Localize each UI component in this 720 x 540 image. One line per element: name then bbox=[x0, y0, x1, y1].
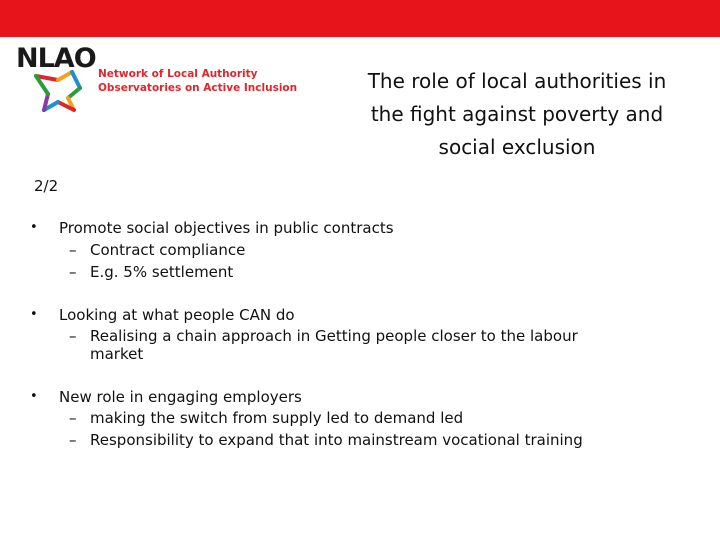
logo-subtitle-line-2: Observatories on Active Inclusion bbox=[98, 82, 298, 94]
title-line-3: social exclusion bbox=[438, 135, 596, 159]
nlao-logo bbox=[14, 43, 298, 116]
bullet-marker: • bbox=[30, 307, 38, 322]
bullet-1-text: Promote social objectives in public contracts bbox=[59, 219, 394, 237]
top-brand-bar bbox=[0, 0, 720, 37]
dash-marker: – bbox=[69, 241, 77, 259]
dash-marker: – bbox=[69, 263, 77, 281]
bullet-1-sub-1: Contract compliance bbox=[90, 241, 246, 259]
bullet-marker: • bbox=[30, 389, 38, 404]
title-line-1: The role of local authorities in bbox=[367, 69, 667, 93]
bullet-2-sub-1-cont: market bbox=[90, 345, 144, 363]
dash-marker: – bbox=[69, 409, 77, 427]
dash-marker: – bbox=[69, 431, 77, 449]
page-indicator: 2/2 bbox=[34, 177, 59, 195]
bullet-2-text: Looking at what people CAN do bbox=[59, 306, 295, 324]
bullet-marker: • bbox=[30, 220, 38, 235]
dash-marker: – bbox=[69, 327, 77, 345]
title-line-2: the fight against poverty and bbox=[370, 102, 664, 126]
star-logo-icon bbox=[28, 66, 98, 116]
slide-title bbox=[332, 65, 702, 164]
logo-subtitle bbox=[98, 67, 297, 95]
logo-subtitle-line-1: Network of Local Authority bbox=[98, 68, 258, 80]
bullet-2-sub-1: Realising a chain approach in Getting people closer to the labour bbox=[90, 327, 578, 345]
bullet-3-text: New role in engaging employers bbox=[59, 388, 302, 406]
bullet-1-sub-2: E.g. 5% settlement bbox=[90, 263, 234, 281]
bullet-3-sub-2: Responsibility to expand that into mainstream vocational training bbox=[90, 431, 583, 449]
bullet-3-sub-1: making the switch from supply led to demand led bbox=[90, 409, 464, 427]
logo-wordmark: NLAO bbox=[16, 43, 96, 74]
